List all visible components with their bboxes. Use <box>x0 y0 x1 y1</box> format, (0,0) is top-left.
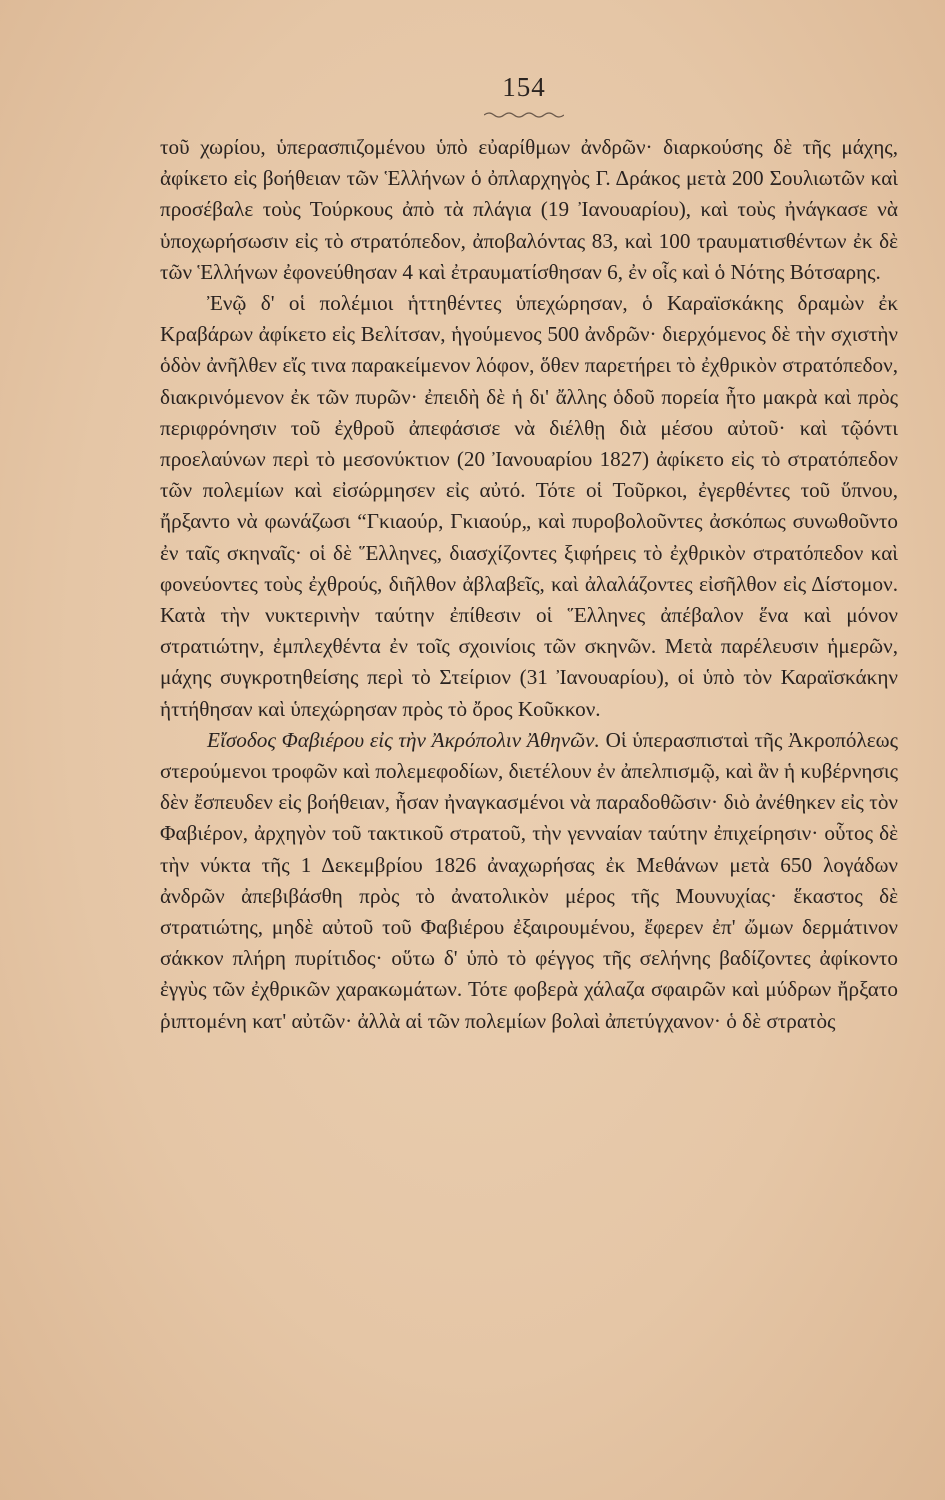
paragraph-1: τοῦ χωρίου, ὑπερασπιζομένου ὑπὸ εὐαρίθμων ἀνδρῶν· διαρκούσης δὲ τῆς μάχης, ἀφίκετο εἰς βοήθειαν τῶν Ἑλλήνων ὁ ὀπλαρχηγὸς Γ. Δράκος μετὰ 200 Σουλιωτῶν καὶ προσέβαλε τοὺς Τούρκους ἀπὸ τὰ πλάγια (19 Ἰανουαρίου), καὶ τοὺς ἠνάγκασε νὰ ὑποχωρήσωσιν εἰς τὸ στρατόπεδον, ἀποβαλόντας 83, καὶ 100 τραυματισθέντων ἐκ δὲ τῶν Ἑλλήνων ἐφονεύθησαν 4 καὶ ἐτραυματίσθησαν 6, ἐν οἷς καὶ ὁ Νότης Βότσαρης. <box>160 135 898 284</box>
body-text <box>160 132 898 1037</box>
paragraph-2: Ἐνῷ δ' οἱ πολέμιοι ἡττηθέντες ὑπεχώρησαν, ὁ Καραϊσκάκης δραμὼν ἐκ Κραβάρων ἀφίκετο εἰς Βελίτσαν, ἡγούμενος 500 ἀνδρῶν· διερχόμενος δὲ τὴν σχιστὴν ὁδὸν ἀνῆλθεν εἴς τινα παρακείμενον λόφον, ὅθεν παρετήρει τὸ ἐχθρικὸν στρατόπεδον, διακρινόμενον ἐκ τῶν πυρῶν· ἐπειδὴ δὲ ἡ δι' ἄλλης ὁδοῦ πορεία ἦτο μακρὰ καὶ πρὸς περιφρόνησιν τοῦ ἐχθροῦ ἀπεφάσισε νὰ διέλθῃ διὰ μέσου αὐτοῦ· καὶ τῷόντι προελαύνων περὶ τὸ μεσονύκτιον (20 Ἰανουαρίου 1827) ἀφίκετο εἰς τὸ στρατόπεδον τῶν πολεμίων καὶ εἰσώρμησεν εἰς αὐτό. Τότε οἱ Τοῦρκοι, ἐγερθέντες τοῦ ὕπνου, ἤρξαντο νὰ φωνάζωσι “Γκιαούρ, Γκιαούρ„ καὶ πυροβολοῦντες ἀσκόπως συνωθοῦντο ἐν ταῖς σκηναῖς· οἱ δὲ Ἕλληνες, διασχίζοντες ξιφήρεις τὸ ἐχθρικὸν στρατόπεδον καὶ φονεύοντες τοὺς ἐχθρούς, διῆλθον ἀβλαβεῖς, καὶ ἀλαλάζοντες εἰσῆλθον εἰς Δίστομον. Κατὰ τὴν νυκτερινὴν ταύτην ἐπίθεσιν οἱ Ἕλληνες ἀπέβαλον ἕνα καὶ μόνον στρατιώτην, ἐμπλεχθέντα ἐν τοῖς σχοινίοις τῶν σκηνῶν. Μετὰ παρέλευσιν ἡμερῶν, μάχης συγκροτηθείσης περὶ τὸ Στείριον (31 Ἰανουαρίου), οἱ ὑπὸ τὸν Καραϊσκάκην ἡττήθησαν καὶ ὑπεχώρησαν πρὸς τὸ ὄρος Κοῦκκον. <box>160 291 898 721</box>
page-number: 154 <box>502 72 546 102</box>
paragraph-3 <box>160 725 898 1037</box>
section-heading: Εἴσοδος Φαβιέρου εἰς τὴν Ἀκρόπολιν Ἀθηνῶν. <box>207 727 600 752</box>
paragraph-3-text: Οἱ ὑπερασπισταὶ τῆς Ἀκροπόλεως στερούμενοι τροφῶν καὶ πολεμεφοδίων, διετέλουν ἐν ἀπελπισμῷ, καὶ ἂν ἡ κυβέρνησις δὲν ἔσπευδεν εἰς βοήθειαν, ἦσαν ἠναγκασμένοι νὰ παραδοθῶσιν· διὸ ἀνέθηκεν εἰς τὸν Φαβιέρον, ἀρχηγὸν τοῦ τακτικοῦ στρατοῦ, τὴν γενναίαν ταύτην ἐπιχείρησιν· οὗτος δὲ τὴν νύκτα τῆς 1 Δεκεμβρίου 1826 ἀναχωρήσας ἐκ Μεθάνων μετὰ 650 λογάδων ἀνδρῶν ἀπεβιβάσθη πρὸς τὸ ἀνατολικὸν μέρος τῆς Μουνυχίας· ἕκαστος δὲ στρατιώτης, μηδὲ αὐτοῦ τοῦ Φαβιέρου ἐξαιρουμένου, ἔφερεν ἐπ' ὤμων δερμάτινον σάκκον πλήρη πυρίτιδος· οὕτω δ' ὑπὸ τὸ φέγγος τῆς σελήνης βαδίζοντες ἀφίκοντο ἐγγὺς τῶν ἐχθρικῶν χαρακωμάτων. Τότε φοβερὰ χάλαζα σφαιρῶν καὶ μύδρων ἤρξατο ῥιπτομένη κατ' αὐτῶν· ἀλλὰ αἱ τῶν πολεμίων βολαὶ ἀπετύγχανον· ὁ δὲ στρατὸς <box>160 727 899 1033</box>
decorative-wavy-rule <box>484 111 564 119</box>
